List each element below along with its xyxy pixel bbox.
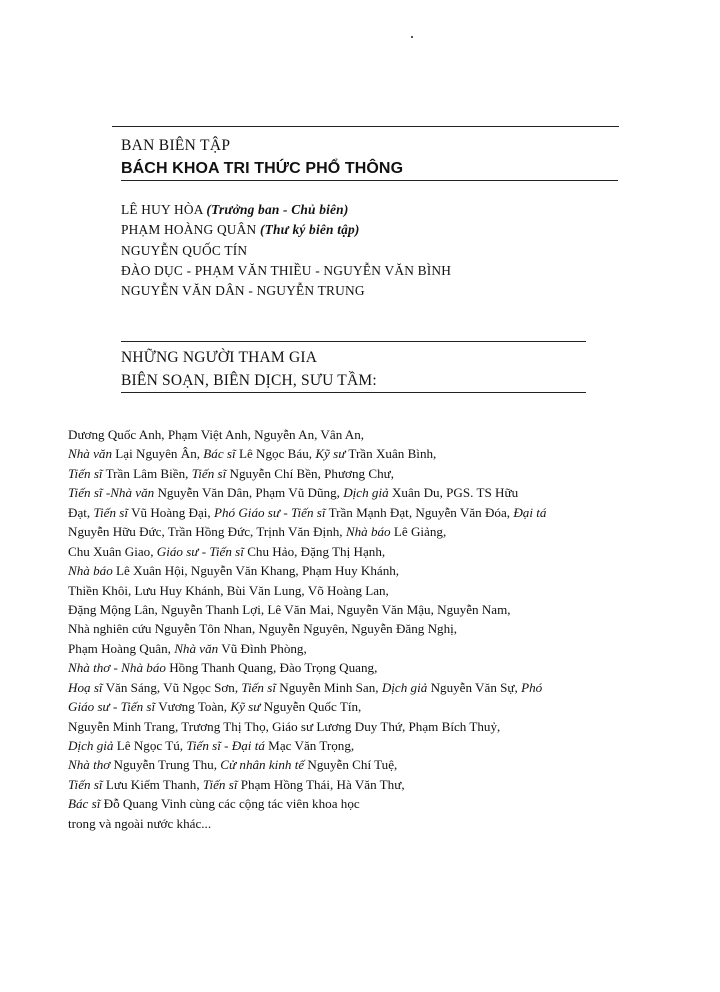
contributor-title: Cử nhân kinh tế — [220, 757, 305, 773]
contributor-names: Dương Quốc Anh, Phạm Việt Anh, Nguyễn An, Vân An, — [68, 427, 365, 442]
contributor-title: Tiến sĩ — [93, 504, 129, 520]
contributor-line — [68, 717, 673, 736]
contributor-names: Vũ Hoàng Đại, — [128, 504, 214, 520]
member-name: NGUYỄN VĂN DÂN - NGUYỄN TRUNG — [121, 283, 365, 299]
contributor-names: Vương Toàn, — [155, 699, 231, 715]
contributor-line — [68, 581, 673, 600]
contributor-names: Xuân Du, PGS. TS Hữu — [388, 485, 519, 501]
contributor-line — [68, 619, 673, 638]
member-name: NGUYỄN QUỐC TÍN — [121, 242, 248, 258]
contributor-title: Phó Giáo sư - Tiến sĩ — [213, 504, 326, 520]
contributor-names: Văn Sáng, Vũ Ngọc Sơn, — [102, 679, 242, 695]
contributor-title: Tiến sĩ — [202, 776, 238, 792]
contributor-title: Nhà thơ - Nhà báo — [68, 660, 166, 676]
contributor-names: Nguyễn Minh Trang, Trương Thị Thọ, Giáo sư Lương Duy Thứ, Phạm Bích Thuỷ, — [68, 718, 501, 734]
contributor-names: Chu Hảo, Đặng Thị Hạnh, — [243, 543, 386, 559]
contributor-line — [68, 639, 673, 658]
contributor-names: Phạm Hoàng Quân, — [68, 640, 175, 656]
member-role: (Trưởng ban - Chủ biên) — [206, 202, 349, 217]
member-line — [121, 281, 451, 301]
participants-heading-line2: BIÊN SOẠN, BIÊN DỊCH, SƯU TẦM: — [121, 372, 377, 389]
contributor-line — [68, 464, 673, 483]
contributor-names: Nguyễn Quốc Tín, — [260, 699, 362, 715]
contributor-line — [68, 775, 673, 794]
member-line — [121, 200, 451, 220]
editorial-board-members — [121, 200, 451, 301]
contributor-line — [68, 503, 673, 522]
contributor-names: Nguyễn Văn Sự, — [427, 679, 522, 695]
contributor-title: Bác sĩ — [68, 796, 101, 812]
member-line — [121, 220, 451, 240]
member-name: ĐÀO DỤC - PHẠM VĂN THIỀU - NGUYỄN VĂN BÌNH — [121, 262, 452, 278]
contributor-names: trong và ngoài nước khác... — [68, 815, 212, 831]
contributor-line — [68, 697, 673, 716]
participants-heading — [121, 346, 377, 392]
contributor-title: Nhà văn — [68, 446, 113, 462]
contributor-names: Lê Ngọc Tú, — [113, 738, 187, 753]
contributor-title: Kỹ sư — [315, 446, 346, 462]
contributor-title: Tiến sĩ -Nhà văn — [68, 485, 155, 501]
contributor-title: Dịch giả — [68, 738, 114, 753]
contributor-title: Đại tá — [513, 504, 547, 520]
contributors-list — [68, 425, 673, 833]
contributor-line — [68, 561, 673, 580]
contributor-names: Nguyễn Chí Tuệ, — [304, 757, 398, 773]
scan-speck — [411, 36, 413, 38]
contributor-title: Kỹ sư — [230, 699, 261, 715]
contributor-names: Trần Mạnh Đạt, Nguyễn Văn Đóa, — [325, 504, 514, 520]
top-rule — [112, 126, 619, 127]
editorial-board-heading: BAN BIÊN TẬP — [121, 137, 231, 154]
contributor-title: Giáo sư - Tiến sĩ — [68, 699, 156, 715]
contributor-title: Nhà báo — [68, 563, 113, 579]
contributor-names: Nguyễn Văn Dân, Phạm Vũ Dũng, — [154, 485, 344, 501]
book-title-rule — [121, 180, 618, 181]
member-name: LÊ HUY HÒA — [121, 202, 203, 217]
contributor-names: Lê Giảng, — [390, 524, 447, 540]
participants-heading-line1: NHỮNG NGƯỜI THAM GIA — [121, 349, 318, 366]
member-name: PHẠM HOÀNG QUÂN — [121, 222, 257, 238]
contributor-line — [68, 425, 673, 444]
participants-top-rule — [121, 341, 586, 342]
participants-bottom-rule — [121, 392, 586, 393]
contributor-title: Tiến sĩ — [191, 465, 227, 481]
contributor-title: Tiến sĩ — [241, 679, 276, 695]
contributor-title: Hoạ sĩ — [68, 679, 103, 695]
contributor-names: Trần Lâm Biền, — [102, 465, 192, 481]
contributor-title: Nhà báo — [345, 524, 391, 540]
contributor-names: Nguyễn Hữu Đức, Trần Hồng Đức, Trịnh Văn Định, — [68, 524, 346, 540]
contributor-names: Trần Xuân Bình, — [345, 446, 437, 462]
member-role: (Thư ký biên tập) — [260, 222, 360, 238]
contributor-names: Mạc Văn Trọng, — [264, 738, 355, 753]
contributor-names: Lê Xuân Hội, Nguyễn Văn Khang, Phạm Huy Khánh, — [112, 563, 400, 579]
member-line — [121, 261, 451, 281]
contributor-names: Đặng Mộng Lân, Nguyễn Thanh Lợi, Lê Văn Mai, Nguyễn Văn Mậu, Nguyễn Nam, — [68, 601, 511, 617]
contributor-line — [68, 444, 673, 463]
contributor-title: Tiến sĩ — [68, 465, 103, 481]
contributor-title: Dịch giả — [343, 485, 389, 501]
contributor-line — [68, 678, 673, 697]
contributor-title: Tiến sĩ — [68, 776, 103, 792]
contributor-line — [68, 542, 673, 561]
contributor-names: Lê Ngọc Báu, — [235, 446, 316, 462]
contributor-title: Giáo sư - Tiến sĩ — [156, 543, 244, 559]
contributor-line — [68, 794, 673, 813]
contributor-line — [68, 755, 673, 774]
contributor-names: Chu Xuân Giao, — [68, 543, 157, 559]
member-line — [121, 241, 451, 261]
contributor-names: Hồng Thanh Quang, Đào Trọng Quang, — [165, 660, 378, 676]
contributor-names: Đạt, — [68, 504, 94, 520]
contributor-title: Dịch giả — [381, 679, 428, 695]
contributor-names: Vũ Đình Phòng, — [218, 640, 307, 656]
contributor-line — [68, 522, 673, 541]
contributor-title: Nhà thơ — [68, 757, 111, 773]
contributor-names: Lưu Kiếm Thanh, — [102, 776, 203, 792]
contributor-names: Nhà nghiên cứu Nguyễn Tôn Nhan, Nguyễn Nguyên, Nguyễn Đăng Nghị, — [68, 621, 458, 637]
book-title: BÁCH KHOA TRI THỨC PHỔ THÔNG — [121, 160, 404, 177]
contributor-names: Thiền Khôi, Lưu Huy Khánh, Bùi Văn Lung, Võ Hoàng Lan, — [68, 582, 389, 598]
contributor-title: Phó — [521, 679, 543, 695]
contributor-title: Nhà văn — [174, 640, 219, 656]
contributor-names: Đỗ Quang Vinh cùng các cộng tác viên khoa học — [100, 796, 360, 812]
contributor-names: Nguyễn Chí Bền, Phương Chư, — [226, 465, 394, 481]
contributor-names: Lại Nguyên Ân, — [112, 446, 204, 462]
contributor-names: Nguyễn Minh San, — [275, 679, 382, 695]
contributor-line — [68, 814, 673, 833]
contributor-names: Nguyễn Trung Thu, — [110, 757, 221, 773]
contributor-line — [68, 658, 673, 677]
contributor-line — [68, 600, 673, 619]
contributor-line — [68, 483, 673, 502]
contributor-line — [68, 736, 673, 755]
contributor-names: Phạm Hồng Thái, Hà Văn Thư, — [237, 776, 405, 792]
contributor-title: Bác sĩ — [203, 446, 236, 462]
contributor-title: Tiến sĩ - Đại tá — [186, 738, 265, 753]
